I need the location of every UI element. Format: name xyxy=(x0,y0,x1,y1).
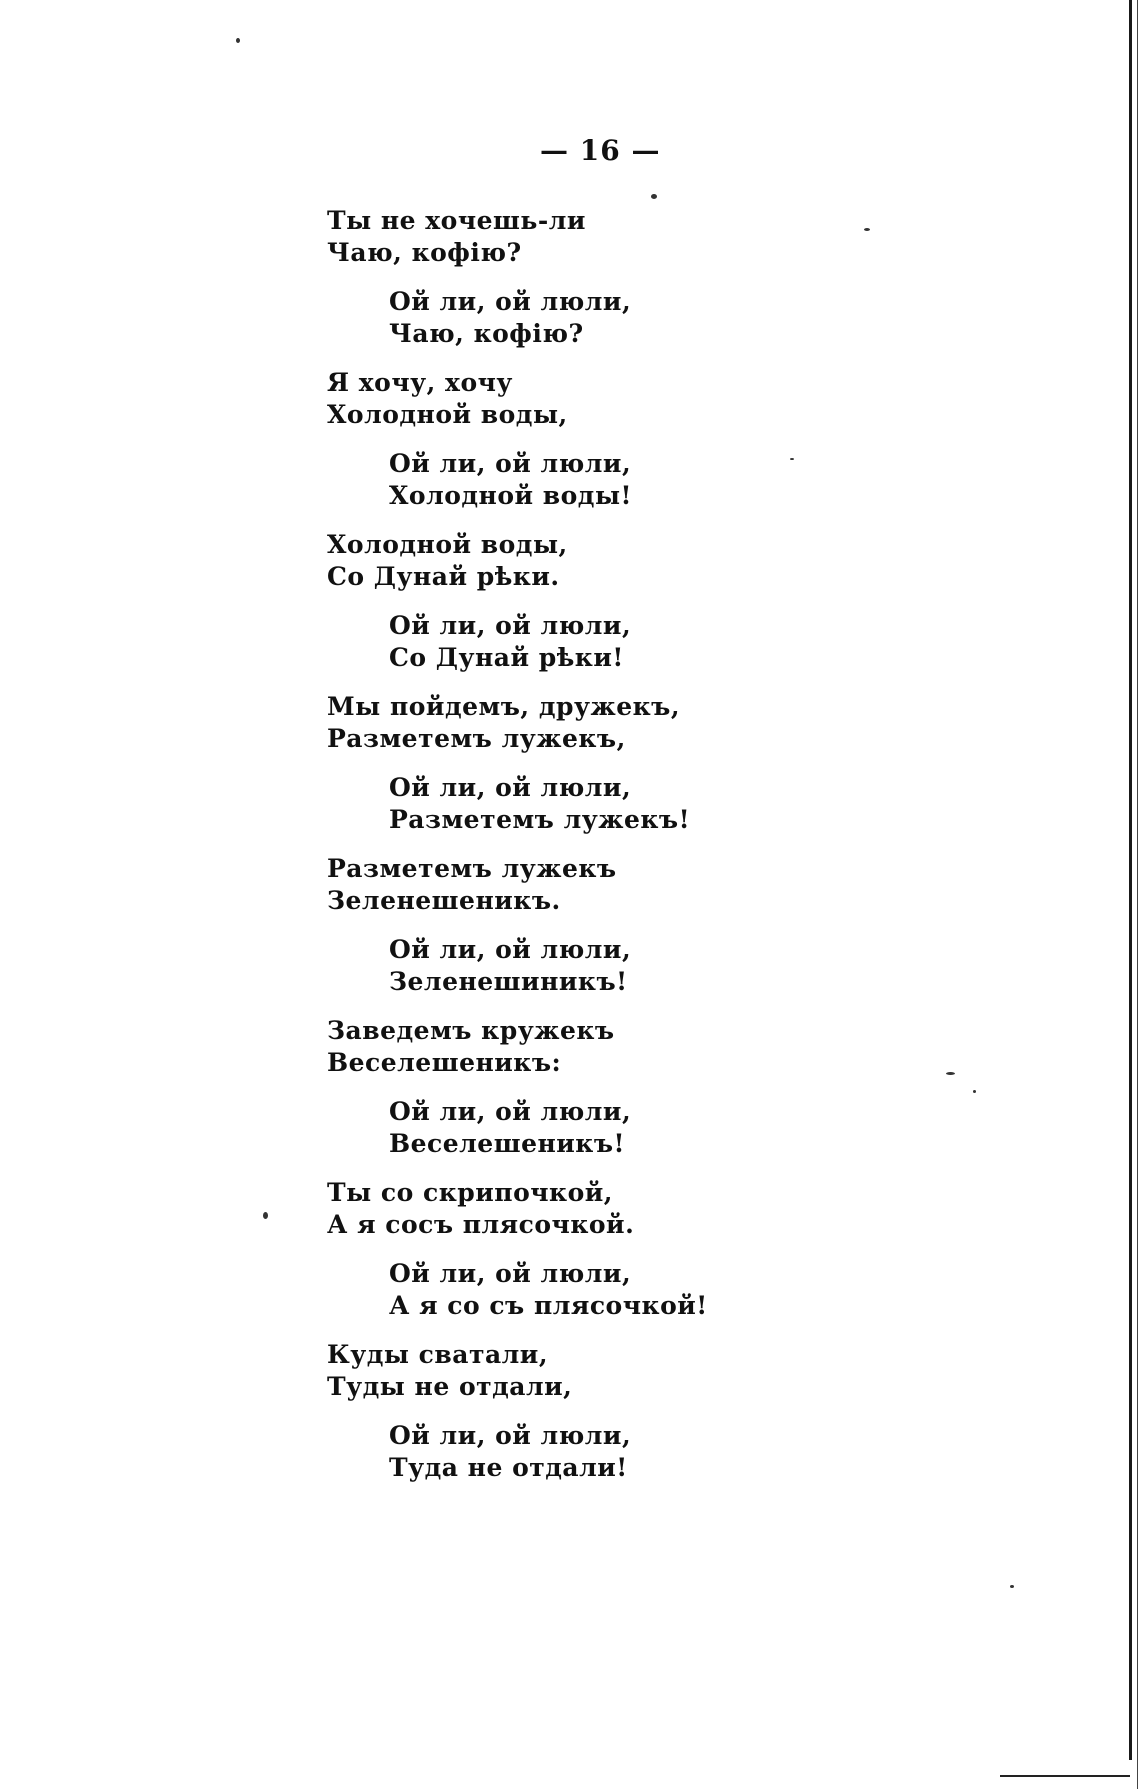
stanza-verse-2 xyxy=(327,367,708,431)
refrain-line: Веселешеникъ! xyxy=(389,1129,626,1158)
refrain-line: Ой ли, ой люли, xyxy=(389,773,632,802)
stanza-refrain-8 xyxy=(389,1420,708,1484)
stanza-verse-3 xyxy=(327,529,708,593)
stanza-refrain-4 xyxy=(389,772,708,836)
refrain-line: Со Дунай рѣки! xyxy=(389,643,624,672)
stanza-refrain-5 xyxy=(389,934,708,998)
stanza-verse-7 xyxy=(327,1177,708,1241)
ink-speck xyxy=(946,1072,955,1075)
refrain-line: Ой ли, ой люли, xyxy=(389,1259,632,1288)
refrain-line: Чаю, кофiю? xyxy=(389,319,584,348)
refrain-line: А я со съ плясочкой! xyxy=(389,1291,708,1320)
ink-speck xyxy=(864,228,870,231)
stanza-refrain-2 xyxy=(389,448,708,512)
ink-speck xyxy=(263,1212,268,1219)
ink-speck xyxy=(651,194,657,199)
stanza-refrain-3 xyxy=(389,610,708,674)
ink-speck xyxy=(790,458,794,460)
stanza-verse-6 xyxy=(327,1015,708,1079)
page-number: — 16 — xyxy=(540,134,661,167)
ink-speck xyxy=(973,1090,976,1093)
ink-speck xyxy=(1010,1585,1014,1588)
poem-line: Заведемъ кружекъ xyxy=(327,1016,615,1045)
poem-line: Разметемъ лужекъ xyxy=(327,854,617,883)
refrain-line: Ой ли, ой люли, xyxy=(389,611,632,640)
stanza-verse-4 xyxy=(327,691,708,755)
refrain-line: Ой ли, ой люли, xyxy=(389,287,632,316)
refrain-line: Туда не отдали! xyxy=(389,1453,628,1482)
poem-line: Со Дунай рѣки. xyxy=(327,562,560,591)
poem-line: Мы пойдемъ, дружекъ, xyxy=(327,692,681,721)
page-edge-line xyxy=(1137,0,1138,1789)
poem-line: Я хочу, хочу xyxy=(327,368,513,397)
stanza-verse-1 xyxy=(327,205,708,269)
poem xyxy=(327,205,708,1501)
poem-line: Ты со скрипочкой, xyxy=(327,1178,614,1207)
stanza-refrain-6 xyxy=(389,1096,708,1160)
stanza-refrain-1 xyxy=(389,286,708,350)
poem-line: А я сосъ плясочкой. xyxy=(327,1210,635,1239)
poem-line: Ты не хочешь-ли xyxy=(327,206,586,235)
refrain-line: Разметемъ лужекъ! xyxy=(389,805,691,834)
refrain-line: Ой ли, ой люли, xyxy=(389,1421,632,1450)
refrain-line: Ой ли, ой люли, xyxy=(389,935,632,964)
poem-line: Холодной воды, xyxy=(327,530,568,559)
poem-line: Туды не отдали, xyxy=(327,1372,573,1401)
poem-line: Холодной воды, xyxy=(327,400,568,429)
stanza-refrain-7 xyxy=(389,1258,708,1322)
refrain-line: Холодной воды! xyxy=(389,481,632,510)
stanza-verse-5 xyxy=(327,853,708,917)
poem-line: Куды сватали, xyxy=(327,1340,549,1369)
refrain-line: Зеленешиникъ! xyxy=(389,967,628,996)
refrain-line: Ой ли, ой люли, xyxy=(389,1097,632,1126)
page-bottom-mark xyxy=(1000,1775,1130,1777)
ink-speck xyxy=(236,38,240,43)
poem-line: Чаю, кофiю? xyxy=(327,238,522,267)
page-edge-shadow xyxy=(1129,0,1132,1760)
poem-line: Разметемъ лужекъ, xyxy=(327,724,626,753)
poem-line: Зеленешеникъ. xyxy=(327,886,561,915)
stanza-verse-8 xyxy=(327,1339,708,1403)
poem-line: Веселешеникъ: xyxy=(327,1048,562,1077)
refrain-line: Ой ли, ой люли, xyxy=(389,449,632,478)
